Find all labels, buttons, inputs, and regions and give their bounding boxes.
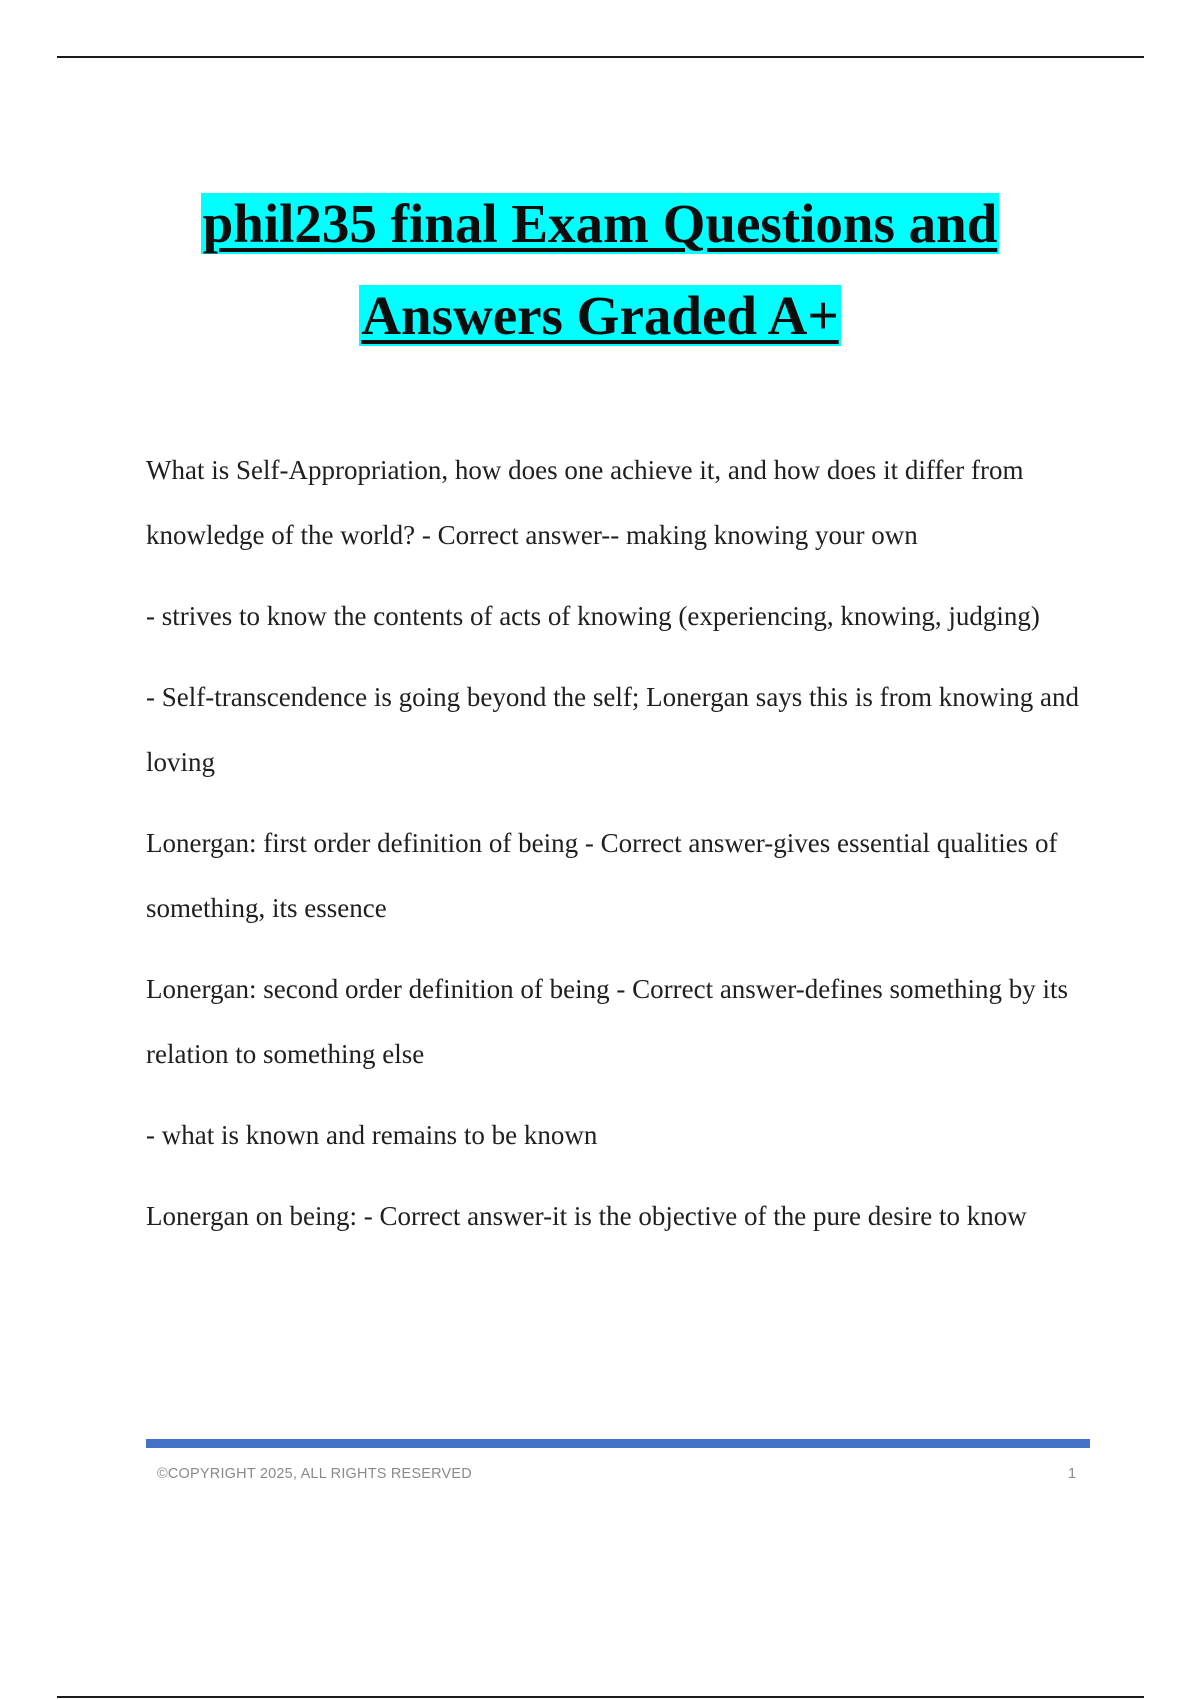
paragraph: Lonergan on being: - Correct answer-it is the objective of the pure desire to know	[146, 1201, 1027, 1231]
paragraph: - what is known and remains to be known	[146, 1120, 598, 1150]
paragraph: What is Self-Appropriation, how does one achieve it, and how does it differ from knowledge of the world? - Correct answer-- making knowing your own	[146, 455, 1024, 550]
footer-bar	[146, 1439, 1090, 1448]
top-rule	[57, 56, 1144, 58]
document-title	[0, 178, 1200, 362]
paragraph: - Self-transcendence is going beyond the self; Lonergan says this is from knowing and loving	[146, 682, 1080, 777]
bottom-rule	[57, 1696, 1144, 1698]
title-line-2: Answers Graded A+	[361, 285, 839, 346]
page-number: 1	[1068, 1466, 1077, 1482]
paragraph: Lonergan: first order definition of being - Correct answer-gives essential qualities of something, its essence	[146, 828, 1058, 923]
footer-copyright: ©COPYRIGHT 2025, ALL RIGHTS RESERVED	[157, 1466, 472, 1482]
paragraph: Lonergan: second order definition of being - Correct answer-defines something by its relation to something else	[146, 974, 1068, 1069]
document-body	[146, 438, 1096, 1265]
paragraph: - strives to know the contents of acts of knowing (experiencing, knowing, judging)	[146, 601, 1040, 631]
title-line-1: phil235 final Exam Questions and	[202, 193, 998, 254]
